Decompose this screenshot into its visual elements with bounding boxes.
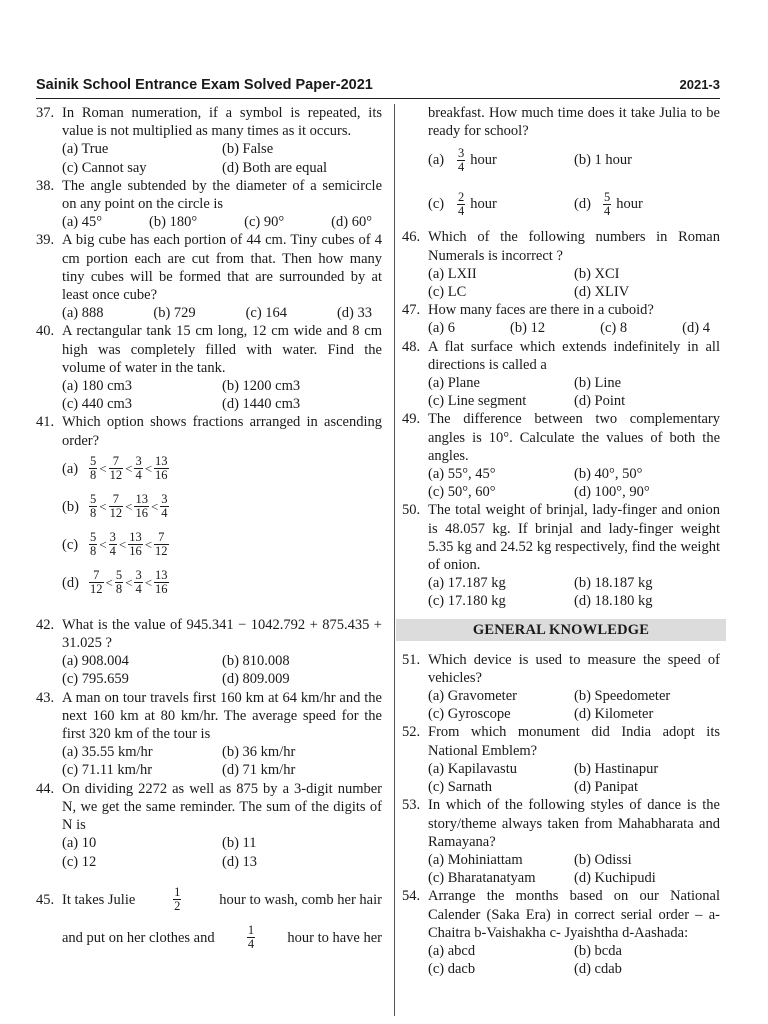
- option-d[interactable]: (d) Both are equal: [222, 159, 328, 176]
- question-number: 54.: [402, 888, 421, 905]
- question-text: In Roman numeration, if a symbol is repeated, its value is not multiplied as many times as it occurs.: [62, 105, 382, 140]
- option-c[interactable]: (c) 795.659: [62, 671, 129, 688]
- less-than-sign: <: [125, 498, 133, 514]
- question-45-continued: [402, 104, 720, 228]
- option-c[interactable]: (c) 50°, 60°: [428, 484, 496, 501]
- option-b[interactable]: (b) 12: [510, 320, 546, 337]
- question-number: 42.: [36, 616, 55, 633]
- option-b[interactable]: (b) 729: [153, 305, 196, 322]
- option-b[interactable]: [62, 488, 382, 526]
- question-text: The angle subtended by the diameter of a semicircle on any point on the circle is: [62, 177, 382, 213]
- fraction: 7 12: [155, 530, 168, 559]
- options: [428, 265, 720, 301]
- question-number: 37.: [36, 105, 55, 121]
- option-c[interactable]: (c) Gyroscope: [428, 706, 511, 723]
- option-c[interactable]: (c) 2 4 hour: [428, 189, 497, 218]
- less-than-sign: <: [125, 574, 133, 590]
- header-page-number: 2021-3: [679, 77, 720, 92]
- question-text: The total weight of brinjal, lady-finger and onion is 48.057 kg. If brinjal and lady-finger weight 5.35 kg and 24.52 kg respectively, find the weight of onion.: [428, 502, 720, 574]
- options: [62, 834, 382, 870]
- options: [62, 377, 382, 413]
- question-38: [36, 177, 382, 232]
- option-c[interactable]: (c) Bharatanatyam: [428, 870, 536, 887]
- question-text: A rectangular tank 15 cm long, 12 cm wide and 8 cm high was completely filled with water. Find the volume of water in the tank.: [62, 323, 382, 376]
- question-40: [36, 322, 382, 413]
- option-a[interactable]: (a) 180 cm3: [62, 378, 133, 395]
- options: [62, 304, 382, 322]
- question-text: A big cube has each portion of 44 cm. Tiny cubes of 4 cm portion each are cut from that. Then how many tiny cubes will be formed that are surrounded by at least once cube?: [62, 232, 382, 304]
- option-a[interactable]: (a) Kapilavastu: [428, 760, 517, 777]
- options: [428, 319, 720, 337]
- option-d[interactable]: (d) Kuchipudi: [574, 870, 656, 887]
- question-text: The difference between two complementary angles is 10°. Calculate the values of both the angles.: [428, 411, 720, 464]
- question-number: 40.: [36, 323, 55, 340]
- option-d[interactable]: (d) 71 km/hr: [222, 762, 296, 779]
- options: [62, 213, 382, 231]
- option-a[interactable]: (a) 10: [62, 835, 97, 852]
- option-c[interactable]: (c) 12: [62, 853, 97, 870]
- fraction: 5 8: [90, 492, 97, 521]
- question-text: Which of the following numbers in Roman Numerals is incorrect ?: [428, 229, 720, 264]
- question-46: [402, 228, 720, 301]
- question-number: 46.: [402, 229, 421, 246]
- option-d[interactable]: (d) 33: [336, 305, 372, 322]
- question-number: 43.: [36, 689, 55, 706]
- less-than-sign: <: [99, 536, 107, 552]
- option-b[interactable]: (b) False: [222, 141, 274, 158]
- question-53: [402, 796, 720, 887]
- option-c[interactable]: (c) 71.11 km/hr: [62, 762, 153, 779]
- options: [428, 140, 720, 228]
- less-than-sign: <: [150, 498, 159, 514]
- fraction: 13 16: [135, 492, 148, 521]
- fraction: 3 4: [109, 530, 116, 559]
- option-b[interactable]: (b) Odissi: [574, 851, 632, 868]
- header-title: Sainik School Entrance Exam Solved Paper-2021: [36, 77, 373, 93]
- question-text: breakfast. How much time does it take Julia to be ready for school?: [428, 105, 720, 140]
- fraction: 3 4: [135, 454, 142, 483]
- section-heading-general-knowledge: GENERAL KNOWLEDGE: [396, 619, 726, 641]
- option-b[interactable]: (b) 11: [222, 835, 257, 852]
- question-number: 48.: [402, 338, 421, 355]
- options: [62, 140, 382, 176]
- option-label: (b): [62, 498, 79, 515]
- question-text: A flat surface which extends indefinitely in all directions is called a: [428, 338, 720, 373]
- question-text: On dividing 2272 as well as 875 by a 3-digit number N, we get the same reminder. The sum of the digits of N is: [62, 780, 382, 834]
- page-header: [36, 77, 720, 97]
- less-than-sign: <: [125, 460, 133, 476]
- option-c[interactable]: [62, 526, 382, 564]
- option-d[interactable]: (d) Point: [574, 393, 626, 410]
- question-52: [402, 723, 720, 796]
- option-c[interactable]: (c) 440 cm3: [62, 396, 133, 413]
- option-d[interactable]: (d) Kilometer: [574, 706, 654, 723]
- question-number: 45.: [36, 891, 55, 908]
- question-number: 51.: [402, 651, 421, 668]
- less-than-sign: <: [144, 460, 153, 476]
- option-d[interactable]: (d) 60°: [331, 214, 372, 231]
- fraction: 7 12: [90, 568, 103, 597]
- option-b[interactable]: (b) XCI: [574, 265, 620, 282]
- option-b[interactable]: (b) Speedometer: [574, 688, 671, 705]
- option-b[interactable]: (b) Line: [574, 375, 622, 392]
- option-a[interactable]: (a) 45°: [62, 214, 103, 231]
- less-than-sign: <: [144, 574, 153, 590]
- option-c[interactable]: (c) 164: [245, 305, 288, 322]
- option-b[interactable]: (b) bcda: [574, 942, 622, 959]
- fraction: 2 4: [458, 189, 465, 218]
- option-d[interactable]: (d) 13: [222, 853, 258, 870]
- question-37: [36, 104, 382, 177]
- option-c[interactable]: (c) 17.180 kg: [428, 593, 506, 610]
- option-b[interactable]: (b) 810.008: [222, 653, 290, 670]
- question-43: [36, 689, 382, 780]
- options: [428, 374, 720, 410]
- fraction: 13 16: [155, 568, 168, 597]
- option-a[interactable]: (a) LXII: [428, 265, 477, 282]
- option-b[interactable]: (b) 40°, 50°: [574, 466, 643, 483]
- fraction: 13 16: [155, 454, 168, 483]
- question-39: [36, 231, 382, 322]
- question-text: How many faces are there in a cuboid?: [428, 302, 654, 319]
- fraction: 13 16: [129, 530, 142, 559]
- question-54: [402, 887, 720, 978]
- option-b[interactable]: (b) 1200 cm3: [222, 378, 301, 395]
- question-number: 50.: [402, 502, 421, 519]
- option-b[interactable]: (b) Hastinapur: [574, 760, 659, 777]
- fraction: 5 8: [115, 568, 123, 597]
- question-49: [402, 410, 720, 501]
- option-c[interactable]: (c) Cannot say: [62, 159, 147, 176]
- option-a[interactable]: (a) 3 4 hour: [428, 145, 497, 174]
- fraction: 7 12: [109, 454, 123, 483]
- option-d[interactable]: [62, 564, 382, 602]
- fraction: 3 4: [135, 568, 142, 597]
- less-than-sign: <: [99, 460, 107, 476]
- option-c[interactable]: (c) Sarnath: [428, 779, 493, 796]
- less-than-sign: <: [144, 536, 153, 552]
- question-text: From which monument did India adopt its National Emblem?: [428, 724, 720, 759]
- right-column: [402, 104, 720, 978]
- option-c[interactable]: (c) dacb: [428, 961, 476, 978]
- fraction: 3 4: [161, 492, 168, 521]
- fraction: 1 2: [174, 885, 181, 914]
- option-d[interactable]: (d) 1440 cm3: [222, 396, 301, 413]
- fraction: 7 12: [109, 492, 123, 521]
- option-a[interactable]: (a) 888: [62, 305, 104, 322]
- option-d[interactable]: (d) cdab: [574, 961, 622, 978]
- question-text: Which option shows fractions arranged in ascending order?: [62, 414, 382, 449]
- options: [428, 760, 720, 796]
- fraction: 5 4: [604, 189, 611, 218]
- option-d[interactable]: (d) 5 4 hour: [574, 189, 643, 218]
- option-a[interactable]: [62, 450, 382, 488]
- options: [428, 851, 720, 887]
- question-text: Arrange the months based on our National Calender (Saka Era) in correct serial order – a-Chaitra b-Vaishakha c- Jyaishtha d-Aashada:: [428, 888, 720, 941]
- fraction: 5 8: [90, 530, 97, 559]
- option-c[interactable]: (c) LC: [428, 284, 467, 301]
- question-51: [402, 651, 720, 724]
- options: [428, 687, 720, 723]
- less-than-sign: <: [118, 536, 127, 552]
- option-b[interactable]: (b) 1 hour: [574, 152, 632, 169]
- question-number: 38.: [36, 177, 55, 194]
- question-45: [36, 881, 382, 957]
- options: [428, 465, 720, 501]
- option-a[interactable]: (a) Plane: [428, 375, 480, 392]
- left-column: [36, 104, 382, 957]
- question-number: 49.: [402, 411, 421, 428]
- option-a[interactable]: (a) 35.55 km/hr: [62, 744, 153, 761]
- options: [428, 574, 720, 610]
- option-a[interactable]: (a) 908.004: [62, 653, 129, 670]
- question-48: [402, 338, 720, 411]
- option-c[interactable]: (c) 8: [600, 320, 628, 337]
- question-text: A man on tour travels first 160 km at 64 km/hr and the next 160 km at 80 km/hr. The average speed for the first 320 km of the tour is: [62, 689, 382, 743]
- option-c[interactable]: (c) 90°: [244, 214, 285, 231]
- question-number: 39.: [36, 232, 55, 249]
- option-d[interactable]: (d) 100°, 90°: [574, 484, 650, 501]
- option-a[interactable]: (a) Gravometer: [428, 688, 517, 705]
- question-50: [402, 501, 720, 610]
- option-label: (a): [62, 460, 79, 477]
- question-text-line-2: and put on her clothes and 1 4 hour to have her: [62, 923, 382, 952]
- option-d[interactable]: (d) 18.180 kg: [574, 593, 653, 610]
- question-text: What is the value of 945.341 − 1042.792 + 875.435 + 31.025 ?: [62, 616, 382, 652]
- less-than-sign: <: [105, 574, 113, 590]
- question-text: Which device is used to measure the speed of vehicles?: [428, 651, 720, 686]
- option-d[interactable]: (d) Panipat: [574, 779, 639, 796]
- option-label: (c): [62, 536, 79, 553]
- question-42: [36, 616, 382, 689]
- option-d[interactable]: (d) 4: [682, 320, 710, 337]
- option-a[interactable]: (a) 6: [428, 320, 455, 337]
- option-a[interactable]: (a) Mohiniattam: [428, 851, 523, 868]
- question-47: [402, 301, 720, 337]
- option-d[interactable]: (d) 809.009: [222, 671, 290, 688]
- question-number: 47.: [402, 302, 421, 319]
- option-a[interactable]: (a) 17.187 kg: [428, 575, 506, 592]
- question-number: 52.: [402, 724, 421, 741]
- options: [62, 743, 382, 779]
- column-divider: [394, 104, 395, 1016]
- fraction: 5 8: [90, 454, 97, 483]
- option-c[interactable]: (c) Line segment: [428, 393, 527, 410]
- option-b[interactable]: (b) 180°: [149, 214, 198, 231]
- option-a[interactable]: (a) 55°, 45°: [428, 466, 496, 483]
- question-number: 53.: [402, 797, 421, 814]
- options: [428, 942, 720, 978]
- question-number: 44.: [36, 780, 55, 797]
- less-than-sign: <: [99, 498, 107, 514]
- fraction: 3 4: [458, 145, 465, 174]
- question-text-line-1: It takes Julie 1 2 hour to wash, comb her hair: [62, 885, 382, 914]
- question-text: In which of the following styles of dance is the story/theme always taken from Mahabharata and Ramayana?: [428, 797, 720, 850]
- option-b[interactable]: (b) 36 km/hr: [222, 744, 296, 761]
- option-a[interactable]: (a) True: [62, 141, 109, 158]
- option-b[interactable]: (b) 18.187 kg: [574, 575, 653, 592]
- option-a[interactable]: (a) abcd: [428, 942, 476, 959]
- header-rule: [36, 98, 720, 99]
- option-d[interactable]: (d) XLIV: [574, 284, 630, 301]
- option-label: (d): [62, 574, 79, 591]
- question-44: [36, 780, 382, 871]
- question-41: [36, 413, 382, 601]
- options: [62, 652, 382, 688]
- fraction: 1 4: [247, 923, 255, 952]
- question-number: 41.: [36, 414, 55, 431]
